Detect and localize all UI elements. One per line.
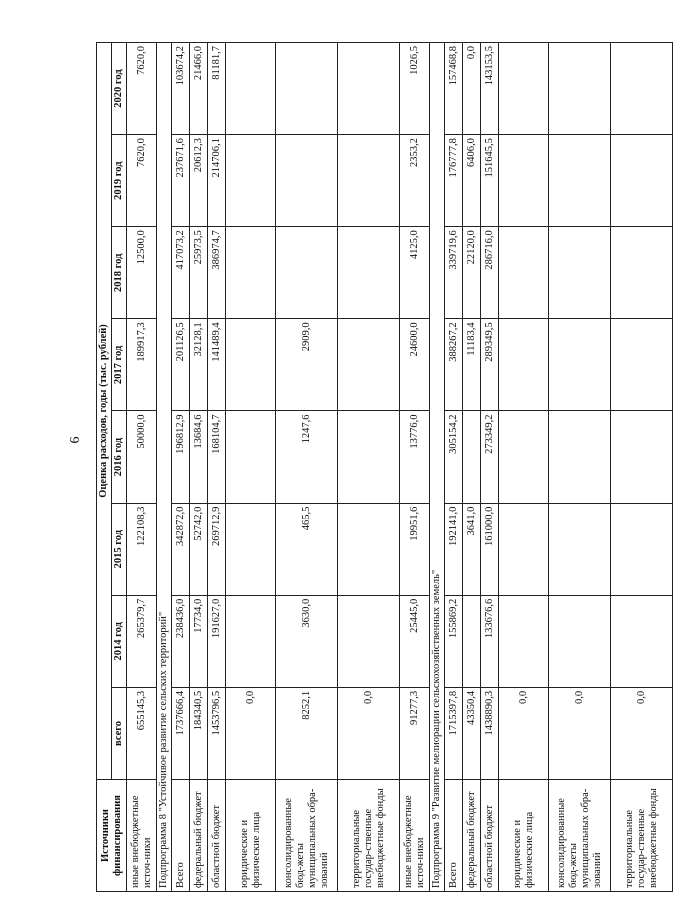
page-number: 6 (68, 436, 83, 444)
table-cell (226, 595, 276, 687)
table-cell (226, 503, 276, 595)
table-cell: 1247,6 (276, 411, 338, 503)
table-cell: 19951,6 (400, 503, 430, 595)
table-row (549, 43, 611, 892)
table-cell: 286716,0 (481, 227, 499, 319)
row-label: иные внебюджетные источ-ники (127, 780, 157, 892)
table-cell (338, 411, 400, 503)
table-cell: 43350,4 (463, 687, 481, 779)
table-cell: 141489,4 (208, 319, 226, 411)
table-cell: 0,0 (499, 687, 549, 779)
table-cell: 0,0 (463, 43, 481, 135)
table-cell (226, 227, 276, 319)
row-label: областной бюджет (208, 780, 226, 892)
table-cell: 17734,0 (190, 595, 208, 687)
table-cell (611, 227, 673, 319)
table-cell (549, 227, 611, 319)
table-cell: 1715397,8 (445, 687, 463, 779)
table-cell: 1737666,4 (172, 687, 190, 779)
table-row (172, 43, 190, 892)
year-column-header: 2020 год (112, 43, 127, 135)
table-cell: 81181,7 (208, 43, 226, 135)
table-row (481, 43, 499, 892)
table-cell: 25973,5 (190, 227, 208, 319)
table-cell: 103674,2 (172, 43, 190, 135)
row-label: областной бюджет (481, 780, 499, 892)
year-column-header: 2019 год (112, 135, 127, 227)
section-row (157, 43, 172, 892)
table-cell: 168104,7 (208, 411, 226, 503)
table-cell (338, 135, 400, 227)
table-cell: 342872,0 (172, 503, 190, 595)
row-label: иные внебюджетные источ-ники (400, 780, 430, 892)
table-cell (276, 43, 338, 135)
table-cell: 269712,9 (208, 503, 226, 595)
table-cell: 122108,3 (127, 503, 157, 595)
table-cell: 3630,0 (276, 595, 338, 687)
table-cell: 13776,0 (400, 411, 430, 503)
table-cell (499, 135, 549, 227)
table-row (190, 43, 208, 892)
row-label: территориальные государ-ственные внебюджетные фонды (611, 780, 673, 892)
table-cell: 143153,5 (481, 43, 499, 135)
table-cell: 189917,3 (127, 319, 157, 411)
table-cell (499, 43, 549, 135)
table-cell (226, 319, 276, 411)
table-cell (499, 411, 549, 503)
row-label: консолидированные бюд-жеты муниципальных обра-зований (276, 780, 338, 892)
table-cell: 201126,5 (172, 319, 190, 411)
table-cell: 1453796,5 (208, 687, 226, 779)
table-row (499, 43, 549, 892)
table-cell: 3641,0 (463, 503, 481, 595)
table-cell: 305154,2 (445, 411, 463, 503)
row-label: федеральный бюджет (463, 780, 481, 892)
table-row (127, 43, 157, 892)
table-row (611, 43, 673, 892)
table-cell (338, 43, 400, 135)
table-cell (549, 411, 611, 503)
table-header (97, 43, 127, 892)
table-cell (226, 43, 276, 135)
rotated-table-wrapper (96, 42, 659, 892)
table-cell: 22120,0 (463, 227, 481, 319)
table-cell: 24600,0 (400, 319, 430, 411)
table-cell: 157468,8 (445, 43, 463, 135)
section-title: Подпрограмма 8 "Устойчивое развитие сельских территорий" (157, 43, 172, 892)
table-cell: 20612,3 (190, 135, 208, 227)
table-cell (549, 503, 611, 595)
table-cell: 12500,0 (127, 227, 157, 319)
table-cell (499, 595, 549, 687)
table-cell (611, 411, 673, 503)
table-cell: 265379,7 (127, 595, 157, 687)
table-cell (611, 503, 673, 595)
table-cell (226, 411, 276, 503)
table-cell (338, 227, 400, 319)
table-cell: 25445,0 (400, 595, 430, 687)
section-row (430, 43, 445, 892)
table-cell: 465,5 (276, 503, 338, 595)
table-cell (338, 319, 400, 411)
table-cell (549, 135, 611, 227)
table-cell: 1438890,3 (481, 687, 499, 779)
table-cell: 0,0 (338, 687, 400, 779)
table-cell: 273349,2 (481, 411, 499, 503)
table-cell (499, 319, 549, 411)
table-cell: 13684,6 (190, 411, 208, 503)
table-cell (611, 135, 673, 227)
estimate-title: Оценка расходов, годы (тыс. рублей) (97, 43, 112, 780)
table-cell (611, 319, 673, 411)
row-label: юридические и физические лица (226, 780, 276, 892)
table-row (463, 43, 481, 892)
table-cell: 191627,0 (208, 595, 226, 687)
table-cell (499, 227, 549, 319)
table-cell (549, 595, 611, 687)
table-cell (276, 135, 338, 227)
table-cell: 11183,4 (463, 319, 481, 411)
table-cell: 386974,7 (208, 227, 226, 319)
table-cell: 0,0 (226, 687, 276, 779)
table-cell: 289349,5 (481, 319, 499, 411)
table-cell: 7620,0 (127, 135, 157, 227)
table-cell: 192141,0 (445, 503, 463, 595)
source-column-header: Источники финансирования (97, 780, 127, 892)
table-cell: 214706,1 (208, 135, 226, 227)
table-cell (338, 595, 400, 687)
row-label: Всего (172, 780, 190, 892)
table-cell (611, 43, 673, 135)
table-body (127, 43, 673, 892)
table-cell: 50000,0 (127, 411, 157, 503)
table-cell: 32128,1 (190, 319, 208, 411)
table-cell: 417073,2 (172, 227, 190, 319)
year-column-header: 2018 год (112, 227, 127, 319)
table-row (338, 43, 400, 892)
table-cell (338, 503, 400, 595)
table-cell: 176777,8 (445, 135, 463, 227)
row-label: консолидированные бюд-жеты муниципальных обра-зований (549, 780, 611, 892)
table-cell: 8252,1 (276, 687, 338, 779)
table-cell (226, 135, 276, 227)
row-label: Всего (445, 780, 463, 892)
table-row (445, 43, 463, 892)
table-cell (463, 411, 481, 503)
table-cell: 155869,2 (445, 595, 463, 687)
table-cell (549, 43, 611, 135)
table-cell (463, 595, 481, 687)
table-cell: 339719,6 (445, 227, 463, 319)
table-row (226, 43, 276, 892)
year-column-header: всего (112, 687, 127, 779)
row-label: юридические и физические лица (499, 780, 549, 892)
table-cell: 2353,2 (400, 135, 430, 227)
table-cell: 52742,0 (190, 503, 208, 595)
year-column-header: 2016 год (112, 411, 127, 503)
table-cell: 21466,0 (190, 43, 208, 135)
financing-table (96, 42, 673, 892)
table-row (400, 43, 430, 892)
table-cell: 196812,9 (172, 411, 190, 503)
table-cell: 151645,5 (481, 135, 499, 227)
table-cell: 2909,0 (276, 319, 338, 411)
table-cell (611, 595, 673, 687)
table-cell: 161000,0 (481, 503, 499, 595)
table-cell: 91277,3 (400, 687, 430, 779)
table-row (208, 43, 226, 892)
table-cell: 388267,2 (445, 319, 463, 411)
table-cell: 655145,3 (127, 687, 157, 779)
table-cell (499, 503, 549, 595)
year-column-header: 2015 год (112, 503, 127, 595)
table-cell: 4125,0 (400, 227, 430, 319)
table-cell: 133676,6 (481, 595, 499, 687)
table-cell: 184340,5 (190, 687, 208, 779)
table-cell (549, 319, 611, 411)
table-cell: 6406,0 (463, 135, 481, 227)
row-label: федеральный бюджет (190, 780, 208, 892)
table-row (276, 43, 338, 892)
table-cell: 238436,0 (172, 595, 190, 687)
table-cell: 0,0 (611, 687, 673, 779)
table-cell: 1026,5 (400, 43, 430, 135)
year-column-header: 2014 год (112, 595, 127, 687)
row-label: территориальные государ-ственные внебюджетные фонды (338, 780, 400, 892)
section-title: Подпрограмма 9 "Развитие мелиорации сельскохозяйственных земель" (430, 43, 445, 892)
table-cell: 7620,0 (127, 43, 157, 135)
table-cell: 237671,6 (172, 135, 190, 227)
year-column-header: 2017 год (112, 319, 127, 411)
table-cell: 0,0 (549, 687, 611, 779)
table-cell (276, 227, 338, 319)
